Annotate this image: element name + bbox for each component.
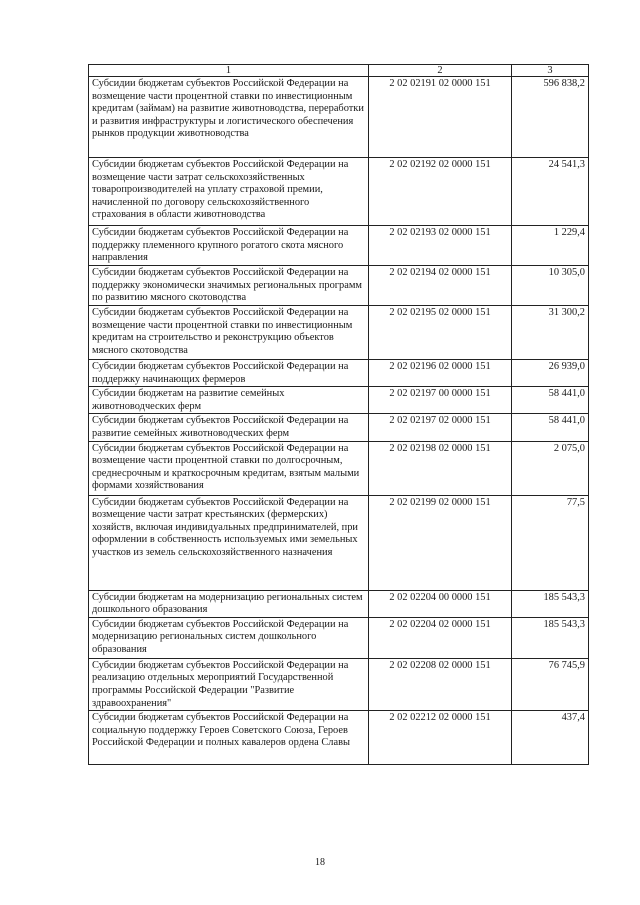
table-row — [89, 266, 589, 306]
row-description: Субсидии бюджетам субъектов Российской Федерации на социальную поддержку Героев Советского Союза, Героев Российской Федерации и полных кавалеров ордена Славы — [89, 711, 369, 765]
row-amount: 2 075,0 — [512, 441, 589, 495]
table-body — [89, 77, 589, 765]
row-description: Субсидии бюджетам субъектов Российской Федерации на возмещение части процентной ставки по долгосрочным, среднесрочным и краткосрочным кредитам, взятым малыми формами хозяйствования — [89, 441, 369, 495]
row-description: Субсидии бюджетам на развитие семейных животноводческих ферм — [89, 387, 369, 414]
row-description: Субсидии бюджетам субъектов Российской Федерации на поддержку племенного крупного рогатого скота мясного направления — [89, 226, 369, 266]
row-amount: 76 745,9 — [512, 658, 589, 710]
row-amount: 31 300,2 — [512, 306, 589, 360]
row-amount: 58 441,0 — [512, 414, 589, 441]
row-budget-code: 2 02 02194 02 0000 151 — [369, 266, 512, 306]
row-budget-code: 2 02 02195 02 0000 151 — [369, 306, 512, 360]
row-budget-code: 2 02 02198 02 0000 151 — [369, 441, 512, 495]
row-budget-code: 2 02 02193 02 0000 151 — [369, 226, 512, 266]
table-row — [89, 387, 589, 414]
page-number: 18 — [315, 857, 325, 868]
row-description: Субсидии бюджетам субъектов Российской Федерации на возмещение части процентной ставки по инвестиционным кредитам (займам) на развитие животноводства, переработки и развития инфраструктуры и логистического обеспечения рынков продукции животноводства — [89, 77, 369, 158]
column-header-3: 3 — [512, 65, 589, 77]
budget-table — [88, 64, 589, 765]
row-amount: 77,5 — [512, 495, 589, 590]
table-row — [89, 495, 589, 590]
row-amount: 437,4 — [512, 711, 589, 765]
row-budget-code: 2 02 02199 02 0000 151 — [369, 495, 512, 590]
row-description: Субсидии бюджетам субъектов Российской Федерации на модернизацию региональных систем дошкольного образования — [89, 617, 369, 658]
row-amount: 10 305,0 — [512, 266, 589, 306]
row-budget-code: 2 02 02208 02 0000 151 — [369, 658, 512, 710]
table-row — [89, 658, 589, 710]
row-description: Субсидии бюджетам субъектов Российской Федерации на поддержку начинающих фермеров — [89, 360, 369, 387]
row-amount: 1 229,4 — [512, 226, 589, 266]
row-amount: 26 939,0 — [512, 360, 589, 387]
row-amount: 185 543,3 — [512, 617, 589, 658]
row-amount: 185 543,3 — [512, 590, 589, 617]
table-row — [89, 441, 589, 495]
row-description: Субсидии бюджетам субъектов Российской Федерации на реализацию отдельных мероприятий Государственной программы Российской Федерации "Развитие здравоохранения" — [89, 658, 369, 710]
column-header-2: 2 — [369, 65, 512, 77]
table-header — [89, 65, 589, 77]
table-row — [89, 306, 589, 360]
row-budget-code: 2 02 02204 00 0000 151 — [369, 590, 512, 617]
row-description: Субсидии бюджетам субъектов Российской Федерации на возмещение части затрат сельскохозяйственных товаропроизводителей на уплату страховой премии, начисленной по договору сельскохозяйственного страхования в области животноводства — [89, 158, 369, 226]
table-row — [89, 590, 589, 617]
row-description: Субсидии бюджетам субъектов Российской Федерации на развитие семейных животноводческих ферм — [89, 414, 369, 441]
table-row — [89, 617, 589, 658]
table-row — [89, 360, 589, 387]
row-budget-code: 2 02 02197 00 0000 151 — [369, 387, 512, 414]
table-row — [89, 414, 589, 441]
row-budget-code: 2 02 02197 02 0000 151 — [369, 414, 512, 441]
table-row — [89, 226, 589, 266]
table-row — [89, 158, 589, 226]
row-description: Субсидии бюджетам субъектов Российской Федерации на поддержку экономически значимых региональных программ по развитию мясного скотоводства — [89, 266, 369, 306]
row-budget-code: 2 02 02212 02 0000 151 — [369, 711, 512, 765]
row-budget-code: 2 02 02204 02 0000 151 — [369, 617, 512, 658]
row-budget-code: 2 02 02192 02 0000 151 — [369, 158, 512, 226]
table-row — [89, 77, 589, 158]
row-amount: 596 838,2 — [512, 77, 589, 158]
table-header-row — [89, 65, 589, 77]
row-amount: 58 441,0 — [512, 387, 589, 414]
row-description: Субсидии бюджетам субъектов Российской Федерации на возмещение части затрат крестьянских (фермерских) хозяйств, включая индивидуальных предпринимателей, при оформлении в собственность используемых ими земельных участков из земель сельскохозяйственного назначения — [89, 495, 369, 590]
row-amount: 24 541,3 — [512, 158, 589, 226]
row-description: Субсидии бюджетам на модернизацию региональных систем дошкольного образования — [89, 590, 369, 617]
row-budget-code: 2 02 02196 02 0000 151 — [369, 360, 512, 387]
column-header-1: 1 — [89, 65, 369, 77]
table-row — [89, 711, 589, 765]
row-budget-code: 2 02 02191 02 0000 151 — [369, 77, 512, 158]
row-description: Субсидии бюджетам субъектов Российской Федерации на возмещение части процентной ставки по инвестиционным кредитам на строительство и реконструкцию объектов мясного скотоводства — [89, 306, 369, 360]
